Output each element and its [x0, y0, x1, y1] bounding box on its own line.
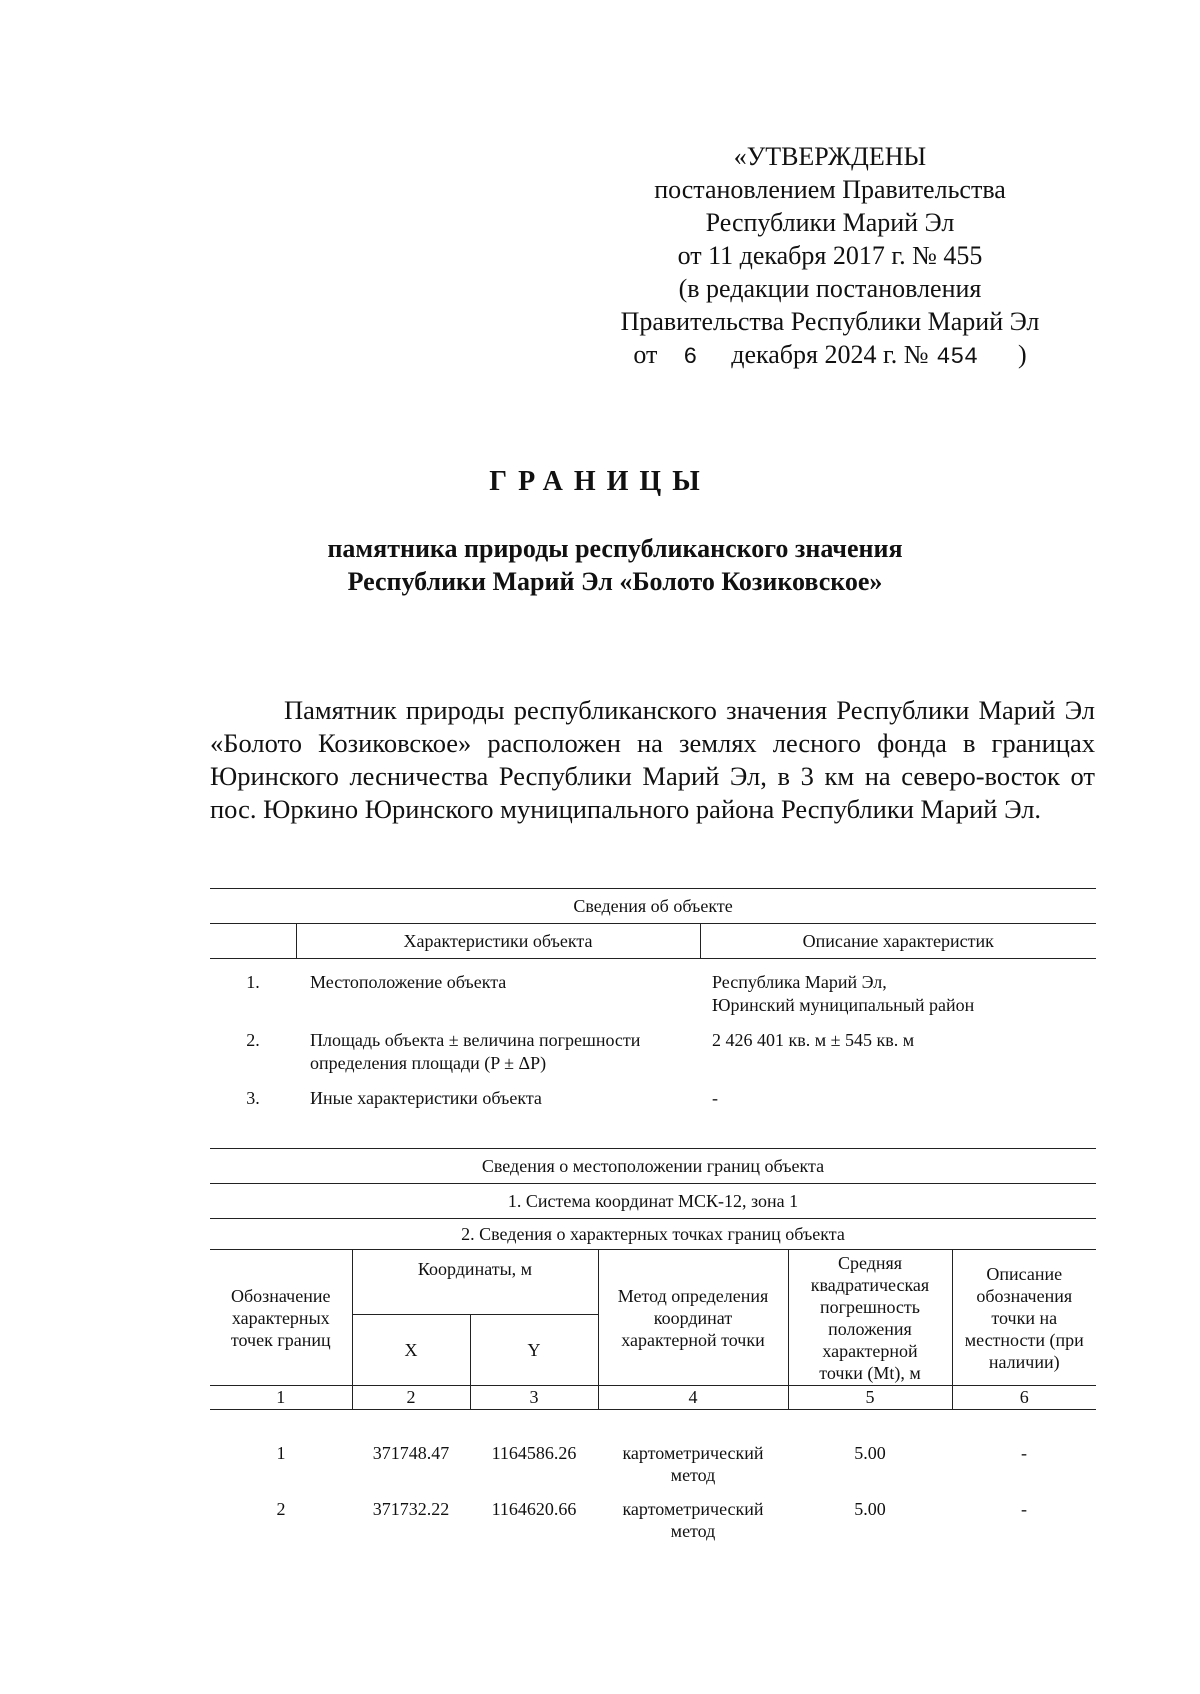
column-number: 4 [598, 1386, 788, 1410]
table-row [210, 1075, 1096, 1110]
approval-line: «УТВЕРЖДЕНЫ [733, 142, 927, 171]
point-method: картометрический метод [622, 1499, 764, 1541]
row-value: 2 426 401 кв. м ± 545 кв. м [712, 1030, 915, 1050]
object-table-col-characteristics: Характеристики объекта [296, 924, 700, 959]
approval-date-day: 6 [683, 344, 698, 370]
row-value [700, 959, 1096, 1018]
point-desc: - [1021, 1499, 1027, 1519]
point-x: 371748.47 [372, 1443, 450, 1463]
object-table-num-header [210, 924, 296, 959]
boundary-table-heading: Сведения о местоположении границ объекта [210, 1149, 1096, 1184]
point-id: 1 [276, 1443, 286, 1463]
column-number: 2 [352, 1386, 470, 1410]
point-error: 5.00 [854, 1499, 886, 1519]
col-desc-header: Описание обозначения точки на местности (при наличии) [952, 1250, 1096, 1386]
table-row [210, 1017, 1096, 1075]
approval-block [560, 140, 1100, 374]
table-row [210, 1430, 1096, 1486]
points-section-title: 2. Сведения о характерных точках границ объекта [210, 1219, 1096, 1250]
row-value-line: Юринский муниципальный район [712, 995, 975, 1015]
row-value: - [712, 1088, 718, 1108]
row-number: 1. [246, 972, 260, 992]
point-y: 1164586.26 [491, 1443, 577, 1463]
approval-line: (в редакции постановления [678, 274, 982, 303]
table-row [210, 1486, 1096, 1542]
object-info-table [210, 888, 1096, 1110]
document-title: ГРАНИЦЫ [489, 466, 711, 497]
row-characteristic: Местоположение объекта [310, 972, 507, 992]
approval-date-middle: декабря 2024 г. № [731, 340, 929, 369]
point-error: 5.00 [854, 1443, 886, 1463]
object-table-col-description: Описание характеристик [700, 924, 1096, 959]
column-number: 1 [210, 1386, 352, 1410]
document-subtitle [250, 532, 980, 598]
subtitle-line: памятника природы республиканского значения [327, 534, 903, 563]
approval-line: Правительства Республики Марий Эл [620, 307, 1040, 336]
approval-date-line [560, 338, 1100, 374]
table-row [210, 959, 1096, 1018]
description-text: Памятник природы республиканского значения Республики Марий Эл «Болото Козиковское» расположен на землях лесного фонда в границах Юринского лесничества Республики Марий Эл, в 3 км на северо-восток от пос. Юркино Юринского муниципального района Республики Марий Эл. [210, 695, 1095, 824]
approval-line: от 11 декабря 2017 г. № 455 [677, 241, 983, 270]
point-id: 2 [276, 1499, 286, 1519]
column-number: 3 [470, 1386, 598, 1410]
col-coords-header: Координаты, м [352, 1250, 598, 1315]
approval-line: постановлением Правительства [654, 175, 1006, 204]
point-y: 1164620.66 [491, 1499, 577, 1519]
coordinate-system: 1. Система координат МСК-12, зона 1 [210, 1184, 1096, 1219]
description-paragraph [210, 694, 1095, 826]
point-desc: - [1021, 1443, 1027, 1463]
column-numbers-row [210, 1386, 1096, 1410]
row-number: 2. [246, 1030, 260, 1050]
column-number: 6 [952, 1386, 1096, 1410]
col-y-header: Y [470, 1315, 598, 1386]
boundary-table [210, 1148, 1096, 1542]
approval-line: Республики Марий Эл [705, 208, 955, 237]
col-method-header: Метод определения координат характерной точки [598, 1250, 788, 1386]
col-point-header: Обозначение характерных точек границ [210, 1250, 352, 1386]
object-table-heading: Сведения об объекте [210, 889, 1096, 924]
row-characteristic: Площадь объекта ± величина погрешности определения площади (P ± ΔP) [310, 1030, 641, 1073]
col-x-header: X [352, 1315, 470, 1386]
column-number: 5 [788, 1386, 952, 1410]
point-x: 371732.22 [372, 1499, 450, 1519]
row-value-line: Республика Марий Эл, [712, 972, 887, 992]
approval-number: 454 [936, 344, 978, 370]
approval-date-suffix: ) [1017, 340, 1027, 369]
approval-date-prefix: от [633, 340, 658, 369]
row-number: 3. [246, 1088, 260, 1108]
point-method: картометрический метод [622, 1443, 764, 1485]
subtitle-line: Республики Марий Эл «Болото Козиковское» [347, 567, 883, 596]
col-error-header: Средняя квадратическая погрешность положения характерной точки (Mt), м [788, 1250, 952, 1386]
row-characteristic: Иные характеристики объекта [310, 1088, 542, 1108]
